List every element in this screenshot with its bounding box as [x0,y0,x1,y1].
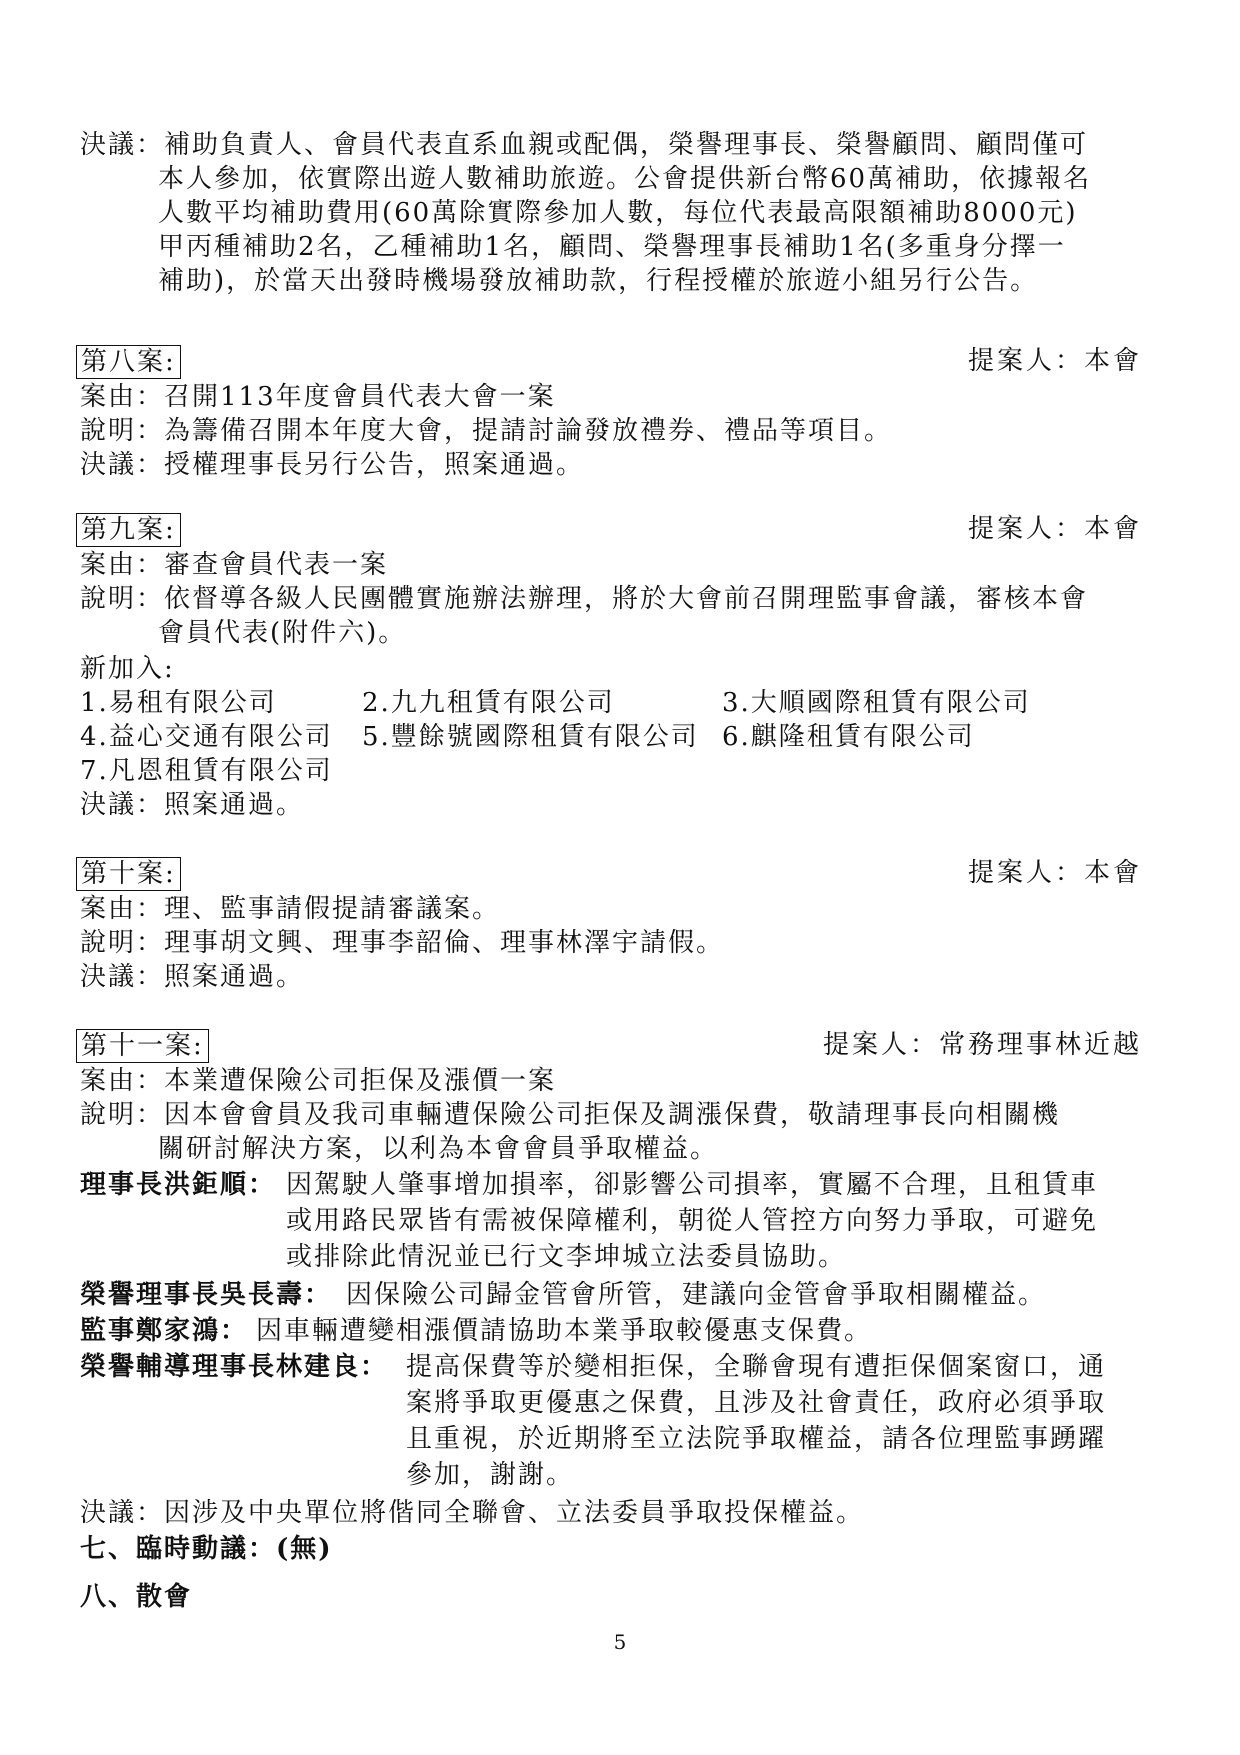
case9-new-members-label: 新加入: [80,654,175,684]
case8-reason: 案由：召開113年度會員代表大會一案 [80,382,556,412]
case11-title: 第十一案: [76,1029,209,1063]
case9-member-7: 7.凡恩租賃有限公司 [80,756,333,786]
case9-resolution: 決議：照案通過。 [80,790,305,820]
section-8-heading: 八、散會 [80,1582,193,1612]
speaker-3-name: 監事鄭家鴻： [80,1316,249,1346]
speaker-1-line-2: 或用路民眾皆有需被保障權利，朝從人管控方向努力爭取，可避免 [286,1206,1099,1236]
speaker-1-name: 理事長洪鉅順： [80,1170,277,1200]
case9-member-6: 6.麒隆租賃有限公司 [722,722,975,752]
case11-proposer: 提案人：常務理事林近越 [822,1030,1142,1060]
case8-resolution: 決議：授權理事長另行公告，照案通過。 [80,450,585,480]
case9-member-1: 1.易租有限公司 [80,688,277,718]
case9-explanation-line-2: 會員代表(附件六)。 [158,618,407,648]
case9-member-3: 3.大順國際租賃有限公司 [722,688,1031,718]
case11-explanation-line-1: 說明：因本會會員及我司車輛遭保險公司拒保及調漲保費，敬請理事長向相關機 [80,1100,1061,1130]
case10-title: 第十案: [76,857,181,891]
case10-proposer: 提案人：本會 [967,858,1142,888]
section-7-heading: 七、臨時動議：(無) [80,1534,333,1564]
case9-member-5: 5.豐餘號國際租賃有限公司 [362,722,699,752]
case10-explanation: 說明：理事胡文興、理事李韶倫、理事林澤宇請假。 [80,928,725,958]
case8-explanation: 說明：為籌備召開本年度大會，提請討論發放禮券、禮品等項目。 [80,416,893,446]
case11-resolution: 決議：因涉及中央單位將偕同全聯會、立法委員爭取投保權益。 [80,1498,865,1528]
case9-title: 第九案: [76,513,181,547]
speaker-4-line-1: 提高保費等於變相拒保，全聯會現有遭拒保個案窗口，通 [406,1352,1107,1382]
resolution-line-2: 本人參加，依實際出遊人數補助旅遊。公會提供新台幣60萬補助，依據報名 [158,164,1092,194]
case9-member-2: 2.九九租賃有限公司 [362,688,615,718]
speaker-4-name: 榮譽輔導理事長林建良： [80,1352,389,1382]
speaker-1-line-1: 因駕駛人肇事增加損率，卻影響公司損率，實屬不合理，且租賃車 [286,1170,1099,1200]
speaker-4-line-3: 且重視，於近期將至立法院爭取權益，請各位理監事踴躍 [406,1424,1107,1454]
speaker-2-line-1: 因保險公司歸金管會所管，建議向金管會爭取相關權益。 [346,1280,1047,1310]
resolution-line-3: 人數平均補助費用(60萬除實際參加人數，每位代表最高限額補助8000元) [158,198,1078,228]
case8-proposer: 提案人：本會 [967,346,1142,376]
speaker-2-name: 榮譽理事長吳長壽： [80,1280,333,1310]
case11-reason: 案由：本業遭保險公司拒保及漲價一案 [80,1066,557,1096]
case8-title: 第八案: [76,345,181,379]
speaker-4-line-2: 案將爭取更優惠之保費，且涉及社會責任，政府必須爭取 [406,1388,1107,1418]
case11-explanation-line-2: 關研討解決方案，以利為本會會員爭取權益。 [158,1134,719,1164]
case10-resolution: 決議：照案通過。 [80,962,305,992]
resolution-line-5: 補助)，於當天出發時機場發放補助款，行程授權於旅遊小組另行公告。 [158,266,1039,296]
case9-reason: 案由：審查會員代表一案 [80,550,389,580]
case9-proposer: 提案人：本會 [967,514,1142,544]
page-number: 5 [613,1630,627,1654]
case9-member-4: 4.益心交通有限公司 [80,722,333,752]
speaker-4-line-4: 參加，謝謝。 [406,1460,575,1490]
resolution-line-4: 甲丙種補助2名，乙種補助1名，顧問、榮譽理事長補助1名(多重身分擇一 [158,232,1066,262]
resolution-line-1: 決議：補助負責人、會員代表直系血親或配偶，榮譽理事長、榮譽顧問、顧問僅可 [80,130,1089,160]
case10-reason: 案由：理、監事請假提請審議案。 [80,894,501,924]
case9-explanation-line-1: 說明：依督導各級人民團體實施辦法辦理，將於大會前召開理監事會議，審核本會 [80,584,1089,614]
speaker-3-line-1: 因車輛遭變相漲價請協助本業爭取較優惠支保費。 [256,1316,873,1346]
speaker-1-line-3: 或排除此情況並已行文李坤城立法委員協助。 [286,1242,847,1272]
